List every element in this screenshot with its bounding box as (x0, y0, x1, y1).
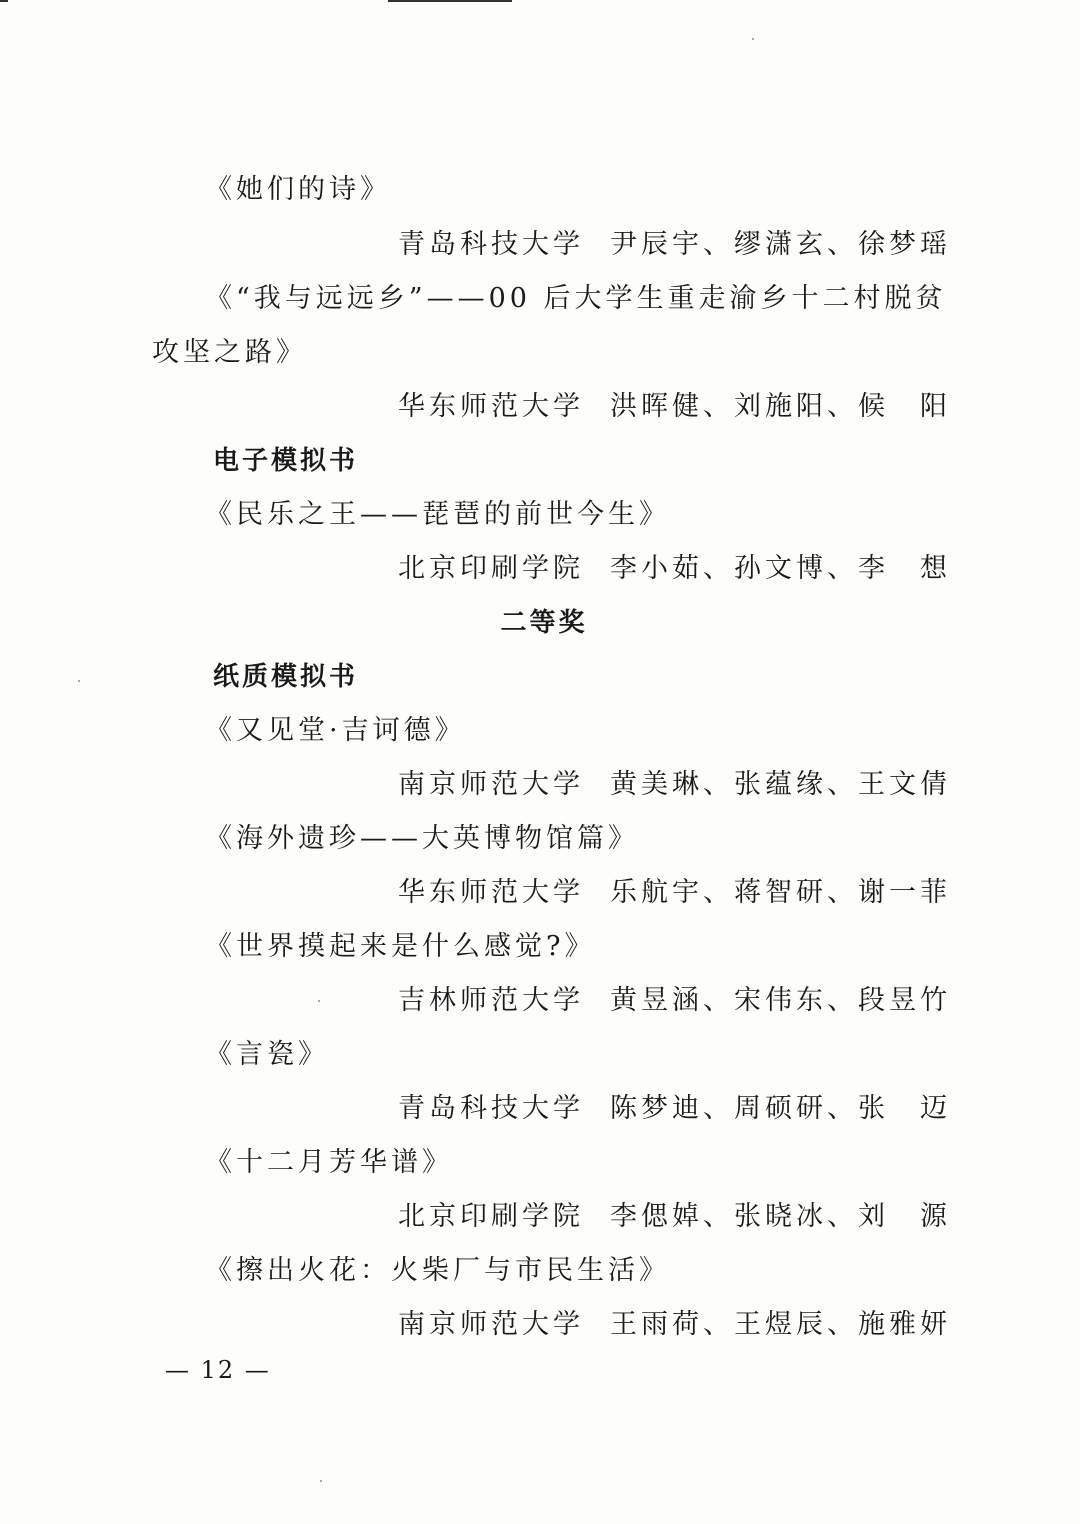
entry-authors: 李小茹、孙文博、李 想 (610, 553, 951, 584)
entry-credit (398, 227, 951, 263)
entry-title: 《又见堂·吉诃德》 (205, 715, 466, 746)
entry-school: 北京印刷学院 (398, 553, 584, 584)
entry-credit (398, 1199, 951, 1235)
entry-authors: 李偲婥、张晓冰、刘 源 (610, 1201, 951, 1232)
entry-title: 《“我与远远乡”——00 后大学生重走渝乡十二村脱贫 (205, 283, 947, 314)
scan-speck (320, 1480, 322, 1482)
entry-authors: 黄美琳、张蕴缘、王文倩 (610, 769, 951, 800)
entry-school: 华东师范大学 (398, 877, 584, 908)
scan-speck (752, 38, 754, 40)
entry-title: 《她们的诗》 (205, 174, 391, 205)
page-number: — 12 — (165, 1356, 271, 1384)
category-heading-paper: 纸质模拟书 (213, 662, 359, 692)
entry-title: 《言瓷》 (205, 1039, 329, 1070)
entry-title: 《海外遗珍——大英博物馆篇》 (205, 823, 639, 854)
entry-title: 《擦出火花：火柴厂与市民生活》 (205, 1255, 670, 1286)
scan-speck (78, 680, 80, 682)
entry-authors: 黄昱涵、宋伟东、段昱竹 (610, 985, 951, 1016)
entry-credit (398, 983, 951, 1019)
entry-title: 《十二月芳华谱》 (205, 1147, 453, 1178)
entry-authors: 洪晖健、刘施阳、候 阳 (610, 391, 951, 422)
scan-edge-mark-center (388, 0, 512, 2)
entry-credit (398, 1091, 951, 1127)
entry-credit (398, 1307, 951, 1343)
entry-credit (398, 767, 951, 803)
entry-school: 南京师范大学 (398, 1309, 584, 1340)
entry-title: 《世界摸起来是什么感觉?》 (205, 931, 596, 962)
entry-credit (398, 875, 951, 911)
scan-speck (318, 1000, 320, 1002)
entry-authors: 尹辰宇、缪潇玄、徐梦瑶 (610, 229, 951, 260)
entry-school: 北京印刷学院 (398, 1201, 584, 1232)
entry-authors: 乐航宇、蒋智研、谢一菲 (610, 877, 951, 908)
entry-title: 《民乐之王——琵琶的前世今生》 (205, 499, 670, 530)
scan-edge-mark-left (0, 0, 8, 2)
entry-school: 青岛科技大学 (398, 229, 584, 260)
entry-school: 吉林师范大学 (398, 985, 584, 1016)
entry-school: 华东师范大学 (398, 391, 584, 422)
entry-title-continued: 攻坚之路》 (152, 337, 307, 368)
entry-credit (398, 389, 951, 425)
category-heading-ebook: 电子模拟书 (213, 446, 359, 476)
entry-credit (398, 551, 951, 587)
prize-heading-second: 二等奖 (500, 608, 588, 638)
entry-authors: 陈梦迪、周硕研、张 迈 (610, 1093, 951, 1124)
entry-school: 青岛科技大学 (398, 1093, 584, 1124)
entry-authors: 王雨荷、王煜辰、施雅妍 (610, 1309, 951, 1340)
entry-school: 南京师范大学 (398, 769, 584, 800)
